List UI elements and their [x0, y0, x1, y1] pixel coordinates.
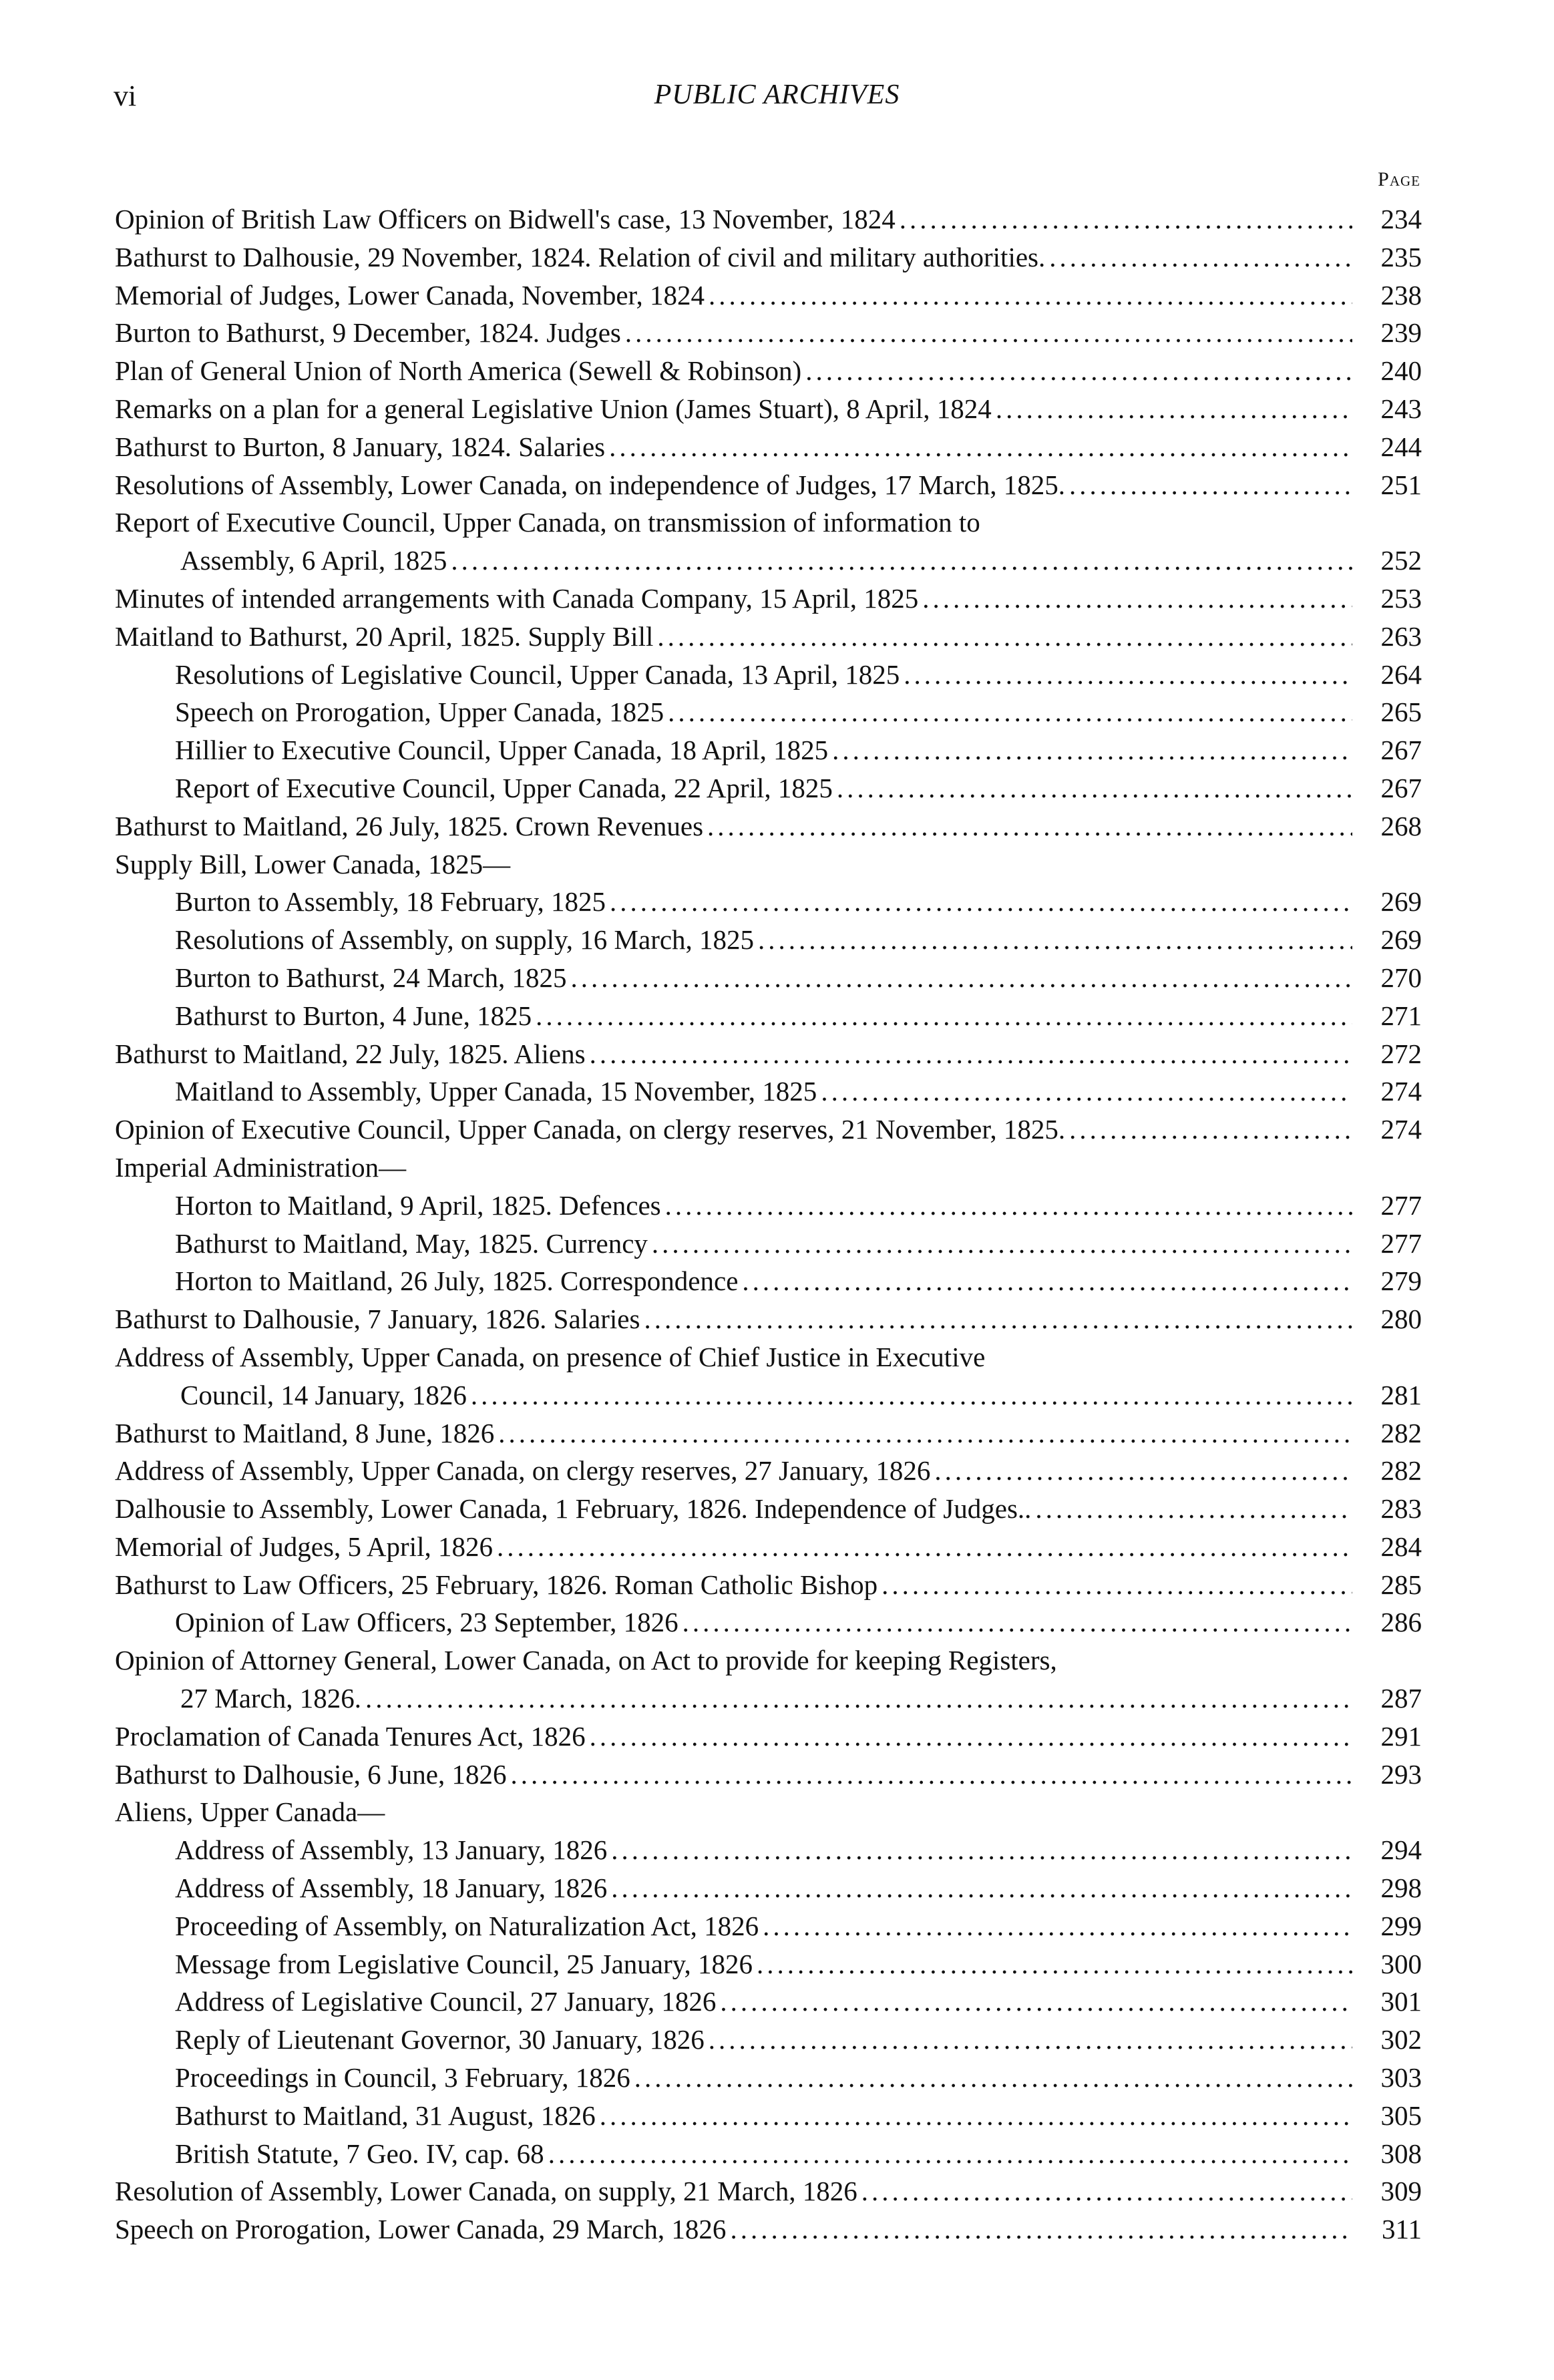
toc-entry-page: 286: [1380, 1607, 1422, 1638]
dot-leader: [451, 542, 1352, 580]
toc-entry: [115, 1566, 1422, 1604]
dot-leader: [1049, 238, 1352, 276]
toc-entry: [115, 959, 1422, 997]
toc-entry-title: Bathurst to Burton, 4 June, 1825: [175, 1000, 532, 1031]
toc-entry: [115, 997, 1422, 1035]
toc-entry-page: 267: [1380, 772, 1422, 803]
toc-entry: [115, 693, 1422, 731]
toc-entry-title: Remarks on a plan for a general Legislative Union (James Stuart), 8 April, 1824: [115, 393, 992, 424]
toc-entry: [115, 1072, 1422, 1111]
dot-leader: [996, 390, 1352, 428]
toc-entry-title: Resolutions of Legislative Council, Upper Canada, 13 April, 1825: [175, 658, 900, 690]
toc-entry-page: 244: [1380, 431, 1422, 462]
toc-entry: [115, 1225, 1422, 1263]
toc-entry: [115, 1869, 1422, 1907]
toc-entry: [115, 1793, 1422, 1831]
toc-entry-title: Maitland to Assembly, Upper Canada, 15 November, 1825: [175, 1076, 817, 1107]
toc-entry-title: Horton to Maitland, 9 April, 1825. Defences: [175, 1189, 661, 1221]
toc-entry-title: Hillier to Executive Council, Upper Canada, 18 April, 1825: [175, 735, 829, 766]
toc-entry: [115, 769, 1422, 807]
toc-entry: [115, 1641, 1422, 1679]
toc-entry-page: 281: [1380, 1379, 1422, 1410]
toc-entry-title: Bathurst to Burton, 8 January, 1824. Salaries: [115, 431, 606, 462]
dot-leader: [657, 618, 1352, 656]
toc-entry: [115, 1338, 1422, 1376]
dot-leader: [763, 1907, 1352, 1945]
toc-entry: [115, 580, 1422, 618]
toc-entry-title: Aliens, Upper Canada—: [115, 1796, 385, 1828]
toc-entry-title: Address of Legislative Council, 27 January, 1826: [175, 1986, 717, 2017]
toc-entry-page: 238: [1380, 279, 1422, 311]
toc-entry-title: 27 March, 1826.: [180, 1683, 362, 1714]
toc-entry-page: 264: [1380, 658, 1422, 690]
dot-leader: [720, 1983, 1352, 2021]
dot-leader: [757, 1945, 1352, 1983]
dot-leader: [904, 656, 1352, 694]
dot-leader: [644, 1300, 1352, 1338]
dot-leader: [805, 352, 1352, 390]
dot-leader: [609, 428, 1352, 466]
dot-leader: [536, 997, 1352, 1035]
toc-entry-title: Opinion of Law Officers, 23 September, 1826: [175, 1607, 678, 1638]
toc-entry-title: Burton to Assembly, 18 February, 1825: [175, 886, 606, 918]
dot-leader: [882, 1566, 1352, 1604]
toc-entry-page: 282: [1380, 1455, 1422, 1486]
toc-entry: [115, 1149, 1422, 1187]
toc-entry-title: Proclamation of Canada Tenures Act, 1826: [115, 1720, 586, 1752]
dot-leader: [471, 1376, 1352, 1414]
dot-leader: [625, 314, 1352, 352]
toc-entry-title: Resolutions of Assembly, Lower Canada, on independence of Judges, 17 March, 1825.: [115, 469, 1065, 500]
toc-entry: [115, 504, 1422, 542]
toc-entry-page: 265: [1380, 697, 1422, 728]
dot-leader: [922, 580, 1352, 618]
toc-entry-page: 270: [1380, 962, 1422, 993]
toc-entry: [115, 1111, 1422, 1149]
toc-entry: [115, 2059, 1422, 2097]
toc-entry-title: Bathurst to Dalhousie, 7 January, 1826. Salaries: [115, 1304, 640, 1335]
toc-entry-page: 253: [1380, 582, 1422, 614]
toc-entry-page: 251: [1380, 469, 1422, 500]
toc-entry-title: Bathurst to Maitland, 8 June, 1826: [115, 1417, 495, 1448]
toc-entry: [115, 883, 1422, 921]
toc-entry-title: British Statute, 7 Geo. IV, cap. 68: [175, 2138, 544, 2169]
dot-leader: [1035, 1490, 1352, 1528]
dot-leader: [668, 693, 1352, 731]
toc-entry-title: Burton to Bathurst, 24 March, 1825: [175, 962, 567, 993]
toc-entry: [115, 1983, 1422, 2021]
toc-entry-page: 263: [1380, 620, 1422, 652]
dot-leader: [837, 769, 1352, 807]
dot-leader: [611, 1831, 1352, 1869]
toc-entry-title: Maitland to Bathurst, 20 April, 1825. Supply Bill: [115, 620, 654, 652]
toc-entry: [115, 428, 1422, 466]
toc-entry-page: 279: [1380, 1265, 1422, 1297]
toc-entry-title: Opinion of Executive Council, Upper Canada, on clergy reserves, 21 November, 1825.: [115, 1114, 1066, 1145]
toc-entry-page: 268: [1380, 810, 1422, 841]
toc-entry-page: 303: [1380, 2062, 1422, 2094]
dot-leader: [652, 1225, 1352, 1263]
toc-entry: [115, 807, 1422, 845]
toc-entry: [115, 1187, 1422, 1225]
toc-entry: [115, 1300, 1422, 1338]
toc-entry-title: Opinion of British Law Officers on Bidwell's case, 13 November, 1824: [115, 204, 896, 234]
toc-entry-page: 272: [1380, 1038, 1422, 1069]
toc-entry-page: 271: [1380, 1000, 1422, 1031]
toc-entry-page: 284: [1380, 1531, 1422, 1562]
toc-entry-title: Message from Legislative Council, 25 January, 1826: [175, 1948, 753, 1979]
toc-entry-page: 309: [1380, 2176, 1422, 2207]
toc-entry-page: 234: [1380, 204, 1422, 234]
toc-entry-page: 283: [1380, 1493, 1422, 1525]
toc-entry: [115, 1528, 1422, 1566]
toc-entry: [115, 845, 1422, 883]
toc-entry: [115, 1679, 1422, 1718]
page-number: vi: [114, 79, 137, 112]
toc-entry-title: Report of Executive Council, Upper Canada, 22 April, 1825: [175, 772, 833, 803]
toc-entry-title: Address of Assembly, 13 January, 1826: [175, 1834, 608, 1866]
dot-leader: [683, 1603, 1352, 1641]
toc-entry-title: Address of Assembly, 18 January, 1826: [175, 1872, 608, 1904]
toc-entry-page: 302: [1380, 2024, 1422, 2055]
toc-entry-page: 280: [1380, 1304, 1422, 1335]
toc-entry-title: Imperial Administration—: [115, 1151, 407, 1183]
toc-entry-title: Burton to Bathurst, 9 December, 1824. Judges: [115, 317, 621, 349]
dot-leader: [1069, 1111, 1352, 1149]
dot-leader: [1069, 466, 1352, 504]
toc-entry-page: 274: [1380, 1114, 1422, 1145]
toc-entry-page: 277: [1380, 1189, 1422, 1221]
toc-entry: [115, 200, 1422, 238]
toc-entry-page: 298: [1380, 1872, 1422, 1904]
toc-entry-page: 267: [1380, 735, 1422, 766]
dot-leader: [934, 1452, 1352, 1490]
dot-leader: [707, 807, 1352, 845]
toc-entry-page: 240: [1380, 355, 1422, 387]
toc-entry: [115, 731, 1422, 769]
toc-entry-title: Opinion of Attorney General, Lower Canada, on Act to provide for keeping Registers,: [115, 1645, 1057, 1676]
toc-entry: [115, 921, 1422, 959]
dot-leader: [498, 1414, 1352, 1452]
toc-entry-page: 308: [1380, 2138, 1422, 2169]
dot-leader: [497, 1528, 1352, 1566]
toc-entry-title: Bathurst to Maitland, May, 1825. Currency: [175, 1227, 648, 1259]
toc-entry: [115, 276, 1422, 315]
toc-entry-title: Speech on Prorogation, Lower Canada, 29 March, 1826: [115, 2214, 727, 2245]
toc-entry-title: Bathurst to Maitland, 22 July, 1825. Aliens: [115, 1038, 586, 1069]
toc-entry-page: 252: [1380, 545, 1422, 576]
dot-leader: [548, 2135, 1352, 2173]
dot-leader: [709, 276, 1352, 315]
toc-entry: [115, 1718, 1422, 1756]
toc-entry: [115, 1376, 1422, 1414]
toc-entry-title: Proceedings in Council, 3 February, 1826: [175, 2062, 630, 2094]
dot-leader: [861, 2172, 1352, 2210]
toc-entry-title: Horton to Maitland, 26 July, 1825. Correspondence: [175, 1265, 739, 1297]
toc-entry-page: 239: [1380, 317, 1422, 349]
toc-entry-page: 243: [1380, 393, 1422, 424]
running-title: PUBLIC ARCHIVES: [654, 79, 900, 110]
toc-entry-title: Reply of Lieutenant Governor, 30 January, 1826: [175, 2024, 705, 2055]
toc-entry: [115, 1756, 1422, 1794]
toc-entry-title: Bathurst to Maitland, 31 August, 1826: [175, 2100, 596, 2131]
toc-entry-page: 274: [1380, 1076, 1422, 1107]
toc-entry-page: 291: [1380, 1720, 1422, 1752]
dot-leader: [900, 200, 1352, 238]
dot-leader: [590, 1035, 1352, 1073]
toc-entry-page: 300: [1380, 1948, 1422, 1979]
toc-entry-page: 282: [1380, 1417, 1422, 1448]
toc-entry-page: 293: [1380, 1758, 1422, 1790]
toc-entry-title: Council, 14 January, 1826: [180, 1379, 467, 1410]
toc-entry-title: Plan of General Union of North America (Sewell & Robinson): [115, 355, 802, 387]
dot-leader: [634, 2059, 1352, 2097]
toc-entry: [115, 2097, 1422, 2135]
toc-entry-page: 277: [1380, 1227, 1422, 1259]
toc-entry: [115, 1945, 1422, 1983]
dot-leader: [709, 2021, 1352, 2059]
toc-entry-page: 269: [1380, 886, 1422, 918]
toc-entry: [115, 542, 1422, 580]
toc-entry: [115, 1452, 1422, 1490]
toc-entry: [115, 618, 1422, 656]
toc-entry: [115, 1414, 1422, 1452]
toc-entry: [115, 2172, 1422, 2210]
dot-leader: [611, 1869, 1352, 1907]
toc-entry-title: Resolutions of Assembly, on supply, 16 March, 1825: [175, 924, 755, 956]
toc-entry-title: Minutes of intended arrangements with Canada Company, 15 April, 1825: [115, 582, 919, 614]
toc-entry-title: Bathurst to Dalhousie, 29 November, 1824. Relation of civil and military authorities.: [115, 241, 1046, 272]
toc-entry-title: Bathurst to Maitland, 26 July, 1825. Crown Revenues: [115, 810, 704, 841]
toc-entry-title: Address of Assembly, Upper Canada, on clergy reserves, 27 January, 1826: [115, 1455, 931, 1486]
toc-entry-page: 301: [1380, 1986, 1422, 2017]
toc-entry-title: Memorial of Judges, 5 April, 1826: [115, 1531, 493, 1562]
toc-entry-page: 311: [1382, 2214, 1422, 2245]
toc-entry-title: Proceeding of Assembly, on Naturalization Act, 1826: [175, 1910, 759, 1941]
toc-entry: [115, 1603, 1422, 1641]
toc-entry-title: Resolution of Assembly, Lower Canada, on supply, 21 March, 1826: [115, 2176, 857, 2207]
toc-entry-title: Bathurst to Law Officers, 25 February, 1826. Roman Catholic Bishop: [115, 1569, 878, 1600]
page-header: [0, 79, 1554, 126]
dot-leader: [590, 1718, 1352, 1756]
toc-entry: [115, 656, 1422, 694]
toc-entry: [115, 2210, 1422, 2248]
toc-entry-title: Address of Assembly, Upper Canada, on presence of Chief Justice in Executive: [115, 1341, 986, 1372]
dot-leader: [600, 2097, 1352, 2135]
toc-entry: [115, 352, 1422, 390]
toc-entry-page: 287: [1380, 1683, 1422, 1714]
toc-entry: [115, 1035, 1422, 1073]
toc-entry-page: 235: [1380, 241, 1422, 272]
toc-entry: [115, 1490, 1422, 1528]
dot-leader: [365, 1679, 1352, 1718]
toc-entry-page: 299: [1380, 1910, 1422, 1941]
toc-entry-title: Bathurst to Dalhousie, 6 June, 1826: [115, 1758, 507, 1790]
toc-entry-title: Report of Executive Council, Upper Canada, on transmission of information to: [115, 507, 980, 538]
dot-leader: [832, 731, 1352, 769]
toc-entry-title: Speech on Prorogation, Upper Canada, 1825: [175, 697, 664, 728]
toc-entry-page: 269: [1380, 924, 1422, 956]
toc-entry-title: Assembly, 6 April, 1825: [180, 545, 447, 576]
dot-leader: [510, 1756, 1352, 1794]
toc-entry: [115, 238, 1422, 276]
toc-entry-title: Memorial of Judges, Lower Canada, November, 1824: [115, 279, 705, 311]
dot-leader: [821, 1072, 1352, 1111]
toc-entry-title: Supply Bill, Lower Canada, 1825—: [115, 848, 511, 879]
dot-leader: [570, 959, 1352, 997]
dot-leader: [610, 883, 1352, 921]
toc-entry: [115, 1907, 1422, 1945]
dot-leader: [742, 1262, 1352, 1300]
toc-entry-page: 294: [1380, 1834, 1422, 1866]
toc-entry-page: 285: [1380, 1569, 1422, 1600]
table-of-contents: [115, 200, 1422, 2248]
page-column-label: Page: [1378, 168, 1420, 190]
dot-leader: [730, 2210, 1352, 2248]
toc-entry-page: 305: [1380, 2100, 1422, 2131]
toc-entry: [115, 466, 1422, 504]
toc-entry-title: Dalhousie to Assembly, Lower Canada, 1 February, 1826. Independence of Judges..: [115, 1493, 1032, 1525]
toc-entry: [115, 2135, 1422, 2173]
toc-entry: [115, 314, 1422, 352]
toc-entry: [115, 1262, 1422, 1300]
toc-entry: [115, 2021, 1422, 2059]
dot-leader: [758, 921, 1352, 959]
toc-entry: [115, 390, 1422, 428]
dot-leader: [665, 1187, 1352, 1225]
toc-entry: [115, 1831, 1422, 1869]
